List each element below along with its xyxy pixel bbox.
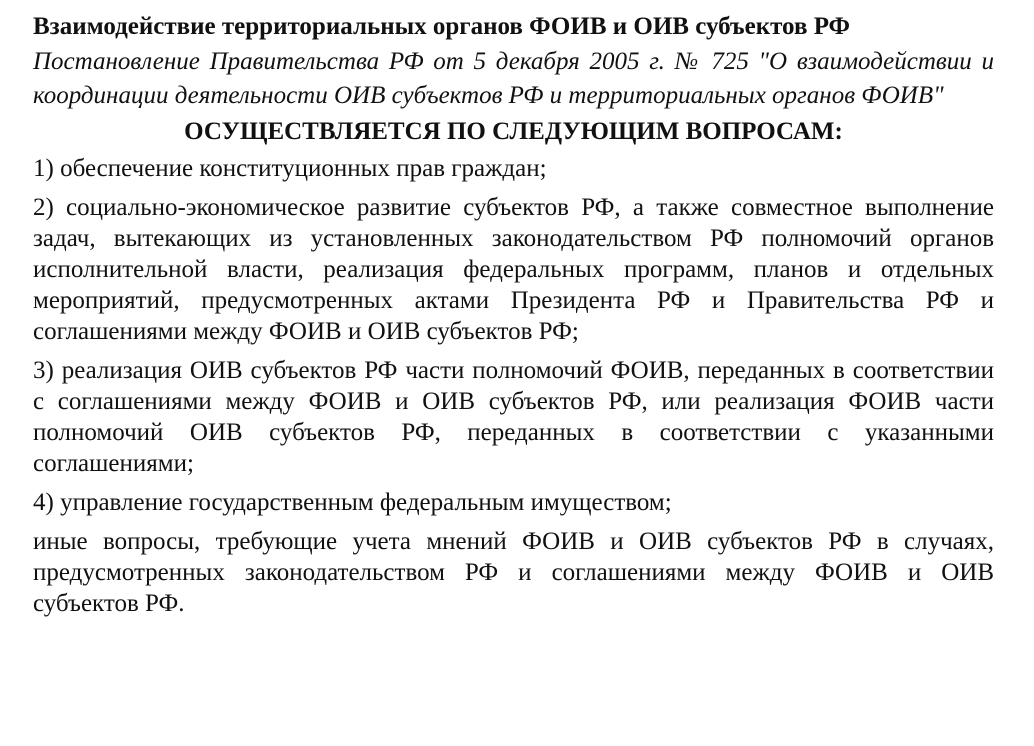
document-subtitle: Постановление Правительства РФ от 5 декабря 2005 г. № 725 "О взаимодействии и координации деятельности ОИВ субъектов РФ и территориальных органов ФОИВ" xyxy=(33,48,994,109)
list-item-3: 3) реализация ОИВ субъектов РФ части полномочий ФОИВ, переданных в соответствии с соглашениями между ФОИВ и ОИВ субъектов РФ, или реализация ФОИВ части полномочий ОИВ субъектов РФ, переданных в соответствии с указанными соглашениями; xyxy=(33,357,994,477)
list-item-1: 1) обеспечение конституционных прав граждан; xyxy=(33,155,547,182)
list-item-4: 4) управление государственным федеральным имуществом; xyxy=(33,489,672,516)
document-title: Взаимодействие территориальных органов ФОИВ и ОИВ субъектов РФ xyxy=(33,13,851,40)
list-item-other: иные вопросы, требующие учета мнений ФОИВ и ОИВ субъектов РФ в случаях, предусмотренных законодательством РФ и соглашениями между ФОИВ и ОИВ субъектов РФ. xyxy=(33,528,994,617)
list-item-2: 2) социально-экономическое развитие субъектов РФ, а также совместное выполнение задач, вытекающих из установленных законодательством РФ полномочий органов исполнительной власти, реализация федеральных программ, планов и отдельных мероприятий, предусмотренных актами Президента РФ и Правительства РФ и соглашениями между ФОИВ и ОИВ субъектов РФ; xyxy=(33,194,994,345)
section-heading: ОСУЩЕСТВЛЯЕТСЯ ПО СЛЕДУЮЩИМ ВОПРОСАМ: xyxy=(184,118,843,145)
